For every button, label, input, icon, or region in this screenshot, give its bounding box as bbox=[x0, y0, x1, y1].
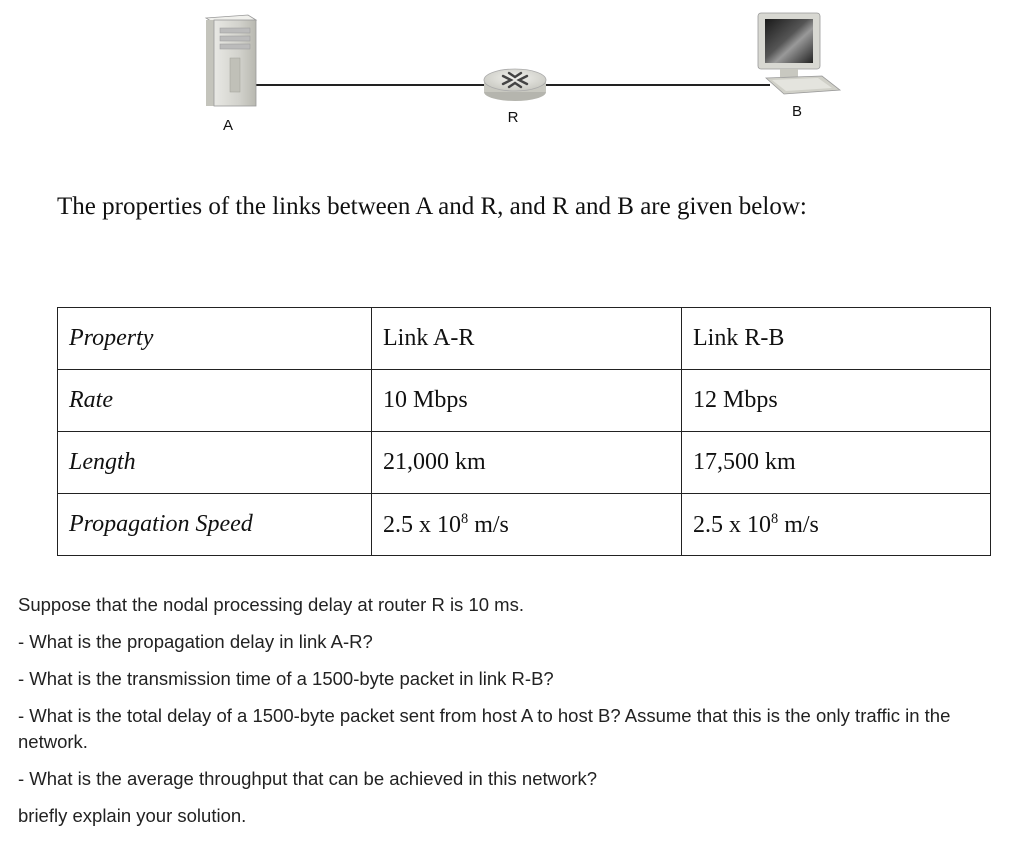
host-a-label: A bbox=[222, 117, 234, 134]
header-link-ar: Link A-R bbox=[372, 308, 682, 370]
link-rb-speed-base: 2.5 x 10 bbox=[693, 511, 771, 538]
question-line: - What is the average throughput that can be achieved in this network? bbox=[18, 768, 597, 789]
link-rb-speed-unit: m/s bbox=[778, 511, 819, 538]
table-row bbox=[58, 432, 991, 494]
link-ar-speed-base: 2.5 x 10 bbox=[383, 511, 461, 538]
property-cell: Rate bbox=[58, 370, 372, 432]
link-rb-cell: 12 Mbps bbox=[682, 370, 991, 432]
property-cell: Length bbox=[58, 432, 372, 494]
question-line: Suppose that the nodal processing delay at router R is 10 ms. bbox=[18, 594, 524, 615]
link-ar-cell bbox=[372, 494, 682, 556]
router-label: R bbox=[507, 109, 519, 126]
link-properties-table bbox=[57, 307, 991, 556]
question-line: - What is the propagation delay in link A-R? bbox=[18, 631, 373, 652]
link-ar-cell: 10 Mbps bbox=[372, 370, 682, 432]
question-line: - What is the transmission time of a 1500-byte packet in link R-B? bbox=[18, 668, 554, 689]
header-link-rb: Link R-B bbox=[682, 308, 991, 370]
router-icon bbox=[484, 69, 546, 101]
table-row bbox=[58, 494, 991, 556]
table-header-row bbox=[58, 308, 991, 370]
link-rb-cell: 17,500 km bbox=[682, 432, 991, 494]
intro-text: The properties of the links between A and R, and R and B are given below: bbox=[57, 193, 807, 220]
property-cell: Propagation Speed bbox=[58, 494, 372, 556]
network-diagram bbox=[0, 0, 1024, 150]
link-rb-cell bbox=[682, 494, 991, 556]
host-a-server-icon bbox=[206, 15, 256, 106]
header-property: Property bbox=[58, 308, 372, 370]
table-row bbox=[58, 370, 991, 432]
link-ar-speed-unit: m/s bbox=[468, 511, 509, 538]
link-ar-cell: 21,000 km bbox=[372, 432, 682, 494]
question-line: - What is the total delay of a 1500-byte packet sent from host A to host B? Assume that this is the only traffic in the network. bbox=[18, 705, 951, 752]
link-rb-speed-exponent: 8 bbox=[771, 510, 779, 527]
link-ar-speed-exponent: 8 bbox=[461, 510, 469, 527]
questions-block bbox=[18, 592, 1008, 840]
host-b-computer-icon bbox=[758, 13, 840, 94]
host-b-label: B bbox=[791, 103, 803, 120]
question-line: briefly explain your solution. bbox=[18, 805, 247, 826]
